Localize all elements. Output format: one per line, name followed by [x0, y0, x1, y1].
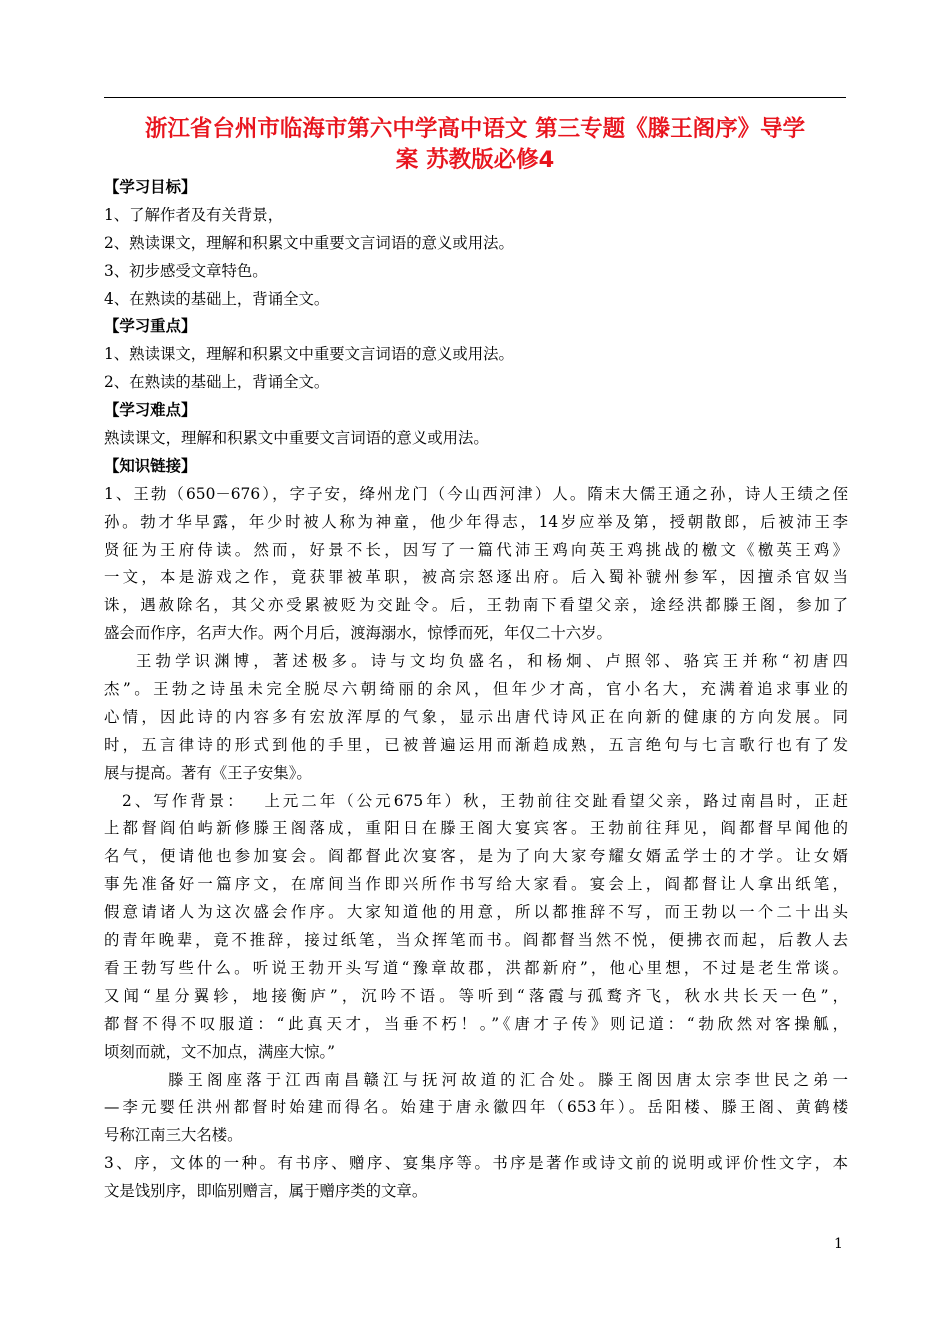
title-line-1: 浙江省台州市临海市第六中学高中语文 第三专题《滕王阁序》导学 [144, 116, 806, 142]
section-heading-goals: 【学习目标】 [104, 178, 197, 196]
works-paragraph-line: 时，五言律诗的形式到他的手里，已被普遍运用而渐趋成熟，五言绝句与七言歌行也有了发 [104, 735, 848, 754]
background-paragraph-line: 又闻“星分翼轸，地接衡庐”，沉吟不语。等听到“落霞与孤鹜齐飞，秋水共长天一色”， [104, 986, 848, 1005]
document-body [104, 174, 848, 1206]
section-heading-knowledge: 【知识链接】 [104, 456, 197, 475]
author-paragraph-line: 盛会而作序，名声大作。两个月后，渡海溺水，惊悸而死，年仅二十六岁。 [104, 624, 612, 643]
background-paragraph-line: 上都督阎伯屿新修滕王阁落成，重阳日在滕王阁大宴宾客。王勃前往拜见，阎都督早闻他的 [104, 819, 848, 838]
page-number: 1 [834, 1236, 843, 1252]
author-paragraph-line: 一文，本是游戏之作，竟获罪被革职，被高宗怒逐出府。后入蜀补虢州参军，因擅杀官奴当 [104, 568, 848, 587]
author-paragraph-line: 贤征为王府侍读。然而，好景不长，因写了一篇代沛王鸡向英王鸡挑战的檄文《檄英王鸡》 [104, 540, 848, 559]
goal-item: 4、在熟读的基础上，背诵全文。 [104, 289, 330, 308]
works-paragraph-line: 杰”。王勃之诗虽未完全脱尽六朝绮丽的余风，但年少才高，官小名大，充满着追求事业的 [104, 680, 848, 699]
genre-paragraph-line: 3、序，文体的一种。有书序、赠序、宴集序等。书序是著作或诗文前的说明或评价性文字，本 [104, 1154, 848, 1173]
header-rule [104, 97, 846, 98]
works-paragraph-line: 展与提高。著有《王子安集》。 [104, 763, 312, 782]
difficulty-item: 熟读课文，理解和积累文中重要文言词语的意义或用法。 [104, 429, 489, 448]
title-line-2: 案 苏教版必修4 [395, 147, 555, 173]
background-paragraph-line: 名气，便请他也参加宴会。阎都督此次宴客，是为了向大家夸耀女婿孟学士的才学。让女婿 [104, 847, 848, 866]
works-paragraph-line: 心情，因此诗的内容多有宏放浑厚的气象，显示出唐代诗风正在向新的健康的方向发展。同 [104, 707, 848, 726]
goal-item: 1、了解作者及有关背景， [104, 205, 284, 224]
key-point-item: 1、熟读课文，理解和积累文中重要文言词语的意义或用法。 [104, 345, 514, 364]
background-paragraph-line: 看王勃写些什么。听说王勃开头写道“豫章故郡，洪都新府”，他心里想，不过是老生常谈。 [104, 958, 848, 977]
background-paragraph-line: 2、写作背景： 上元二年（公元675年）秋，王勃前往交趾看望父亲，路过南昌时，正赶 [122, 791, 848, 810]
works-paragraph-line: 王勃学识渊博，著述极多。诗与文均负盛名，和杨炯、卢照邻、骆宾王并称“初唐四 [136, 652, 848, 671]
goal-item: 2、熟读课文，理解和积累文中重要文言词语的意义或用法。 [104, 233, 514, 252]
genre-paragraph-line: 文是饯别序，即临别赠言，属于赠序类的文章。 [104, 1182, 428, 1201]
key-point-item: 2、在熟读的基础上，背诵全文。 [104, 373, 330, 392]
pavilion-paragraph-line: 滕王阁座落于江西南昌赣江与抚河故道的汇合处。滕王阁因唐太宗李世民之弟一 [168, 1070, 848, 1089]
goal-item: 3、初步感受文章特色。 [104, 261, 268, 280]
background-paragraph-line: 都督不得不叹服道：“此真天才，当垂不朽！。”《唐才子传》则记道：“勃欣然对客操觚， [104, 1014, 848, 1033]
author-paragraph-line: 诛，遇赦除名，其父亦受累被贬为交趾令。后，王勃南下看望父亲，途经洪都滕王阁，参加了 [104, 596, 848, 615]
background-paragraph-line: 的青年晚辈，竟不推辞，接过纸笔，当众挥笔而书。阎都督当然不悦，便拂衣而起，后教人去 [104, 931, 848, 950]
document-title [100, 114, 850, 176]
pavilion-paragraph-line: —李元婴任洪州都督时始建而得名。始建于唐永徽四年（653年）。岳阳楼、滕王阁、黄鹤楼 [104, 1098, 848, 1117]
section-heading-key-points: 【学习重点】 [104, 317, 197, 336]
section-heading-difficulties: 【学习难点】 [104, 401, 197, 420]
author-paragraph-line: 1、王勃（650－676），字子安，绛州龙门（今山西河津）人。隋末大儒王通之孙，诗人王绩之侄 [104, 484, 848, 503]
pavilion-paragraph-line: 号称江南三大名楼。 [104, 1126, 243, 1145]
background-paragraph-line: 事先准备好一篇序文，在席间当作即兴所作书写给大家看。宴会上，阎都督让人拿出纸笔， [104, 875, 848, 894]
author-paragraph-line: 孙。勃才华早露，年少时被人称为神童，他少年得志，14岁应举及第，授朝散郎，后被沛王李 [104, 512, 848, 531]
background-paragraph-line: 假意请诸人为这次盛会作序。大家知道他的用意，所以都推辞不写，而王勃以一个二十出头 [104, 903, 848, 922]
background-paragraph-line: 顷刻而就，文不加点，满座大惊。” [104, 1042, 336, 1061]
